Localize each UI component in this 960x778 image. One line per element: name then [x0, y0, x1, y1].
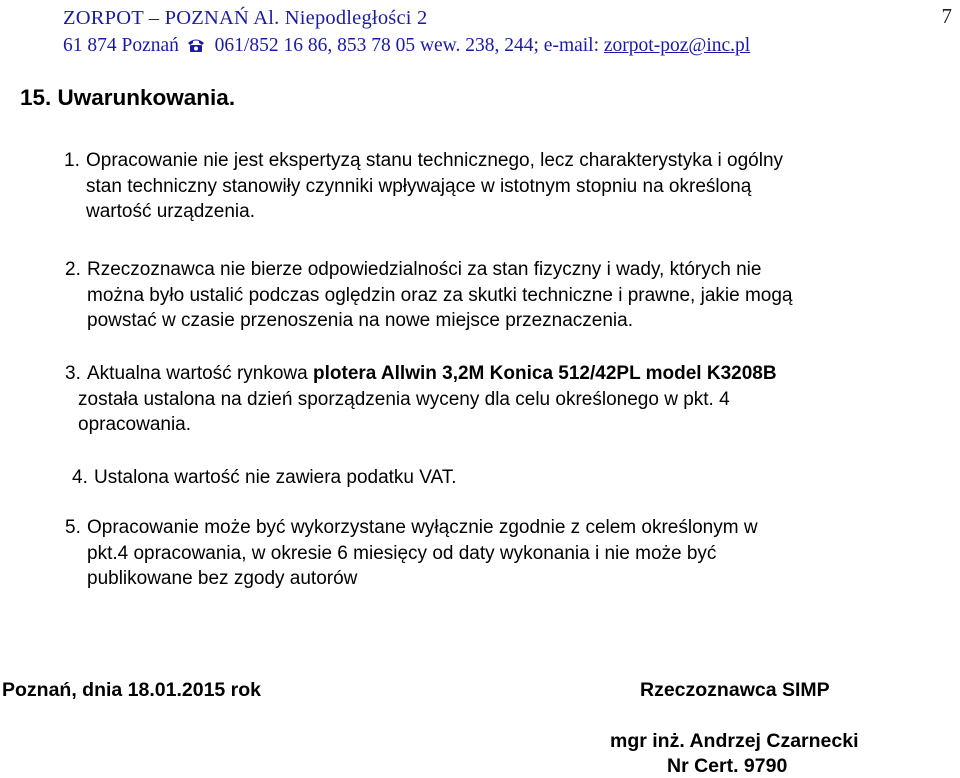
- condition-item-2: [65, 257, 793, 334]
- item-line: można było ustalić podczas oględzin oraz za skutki techniczne i prawne, jakie mogą: [87, 284, 793, 306]
- item-number: 1.: [64, 150, 80, 171]
- certificate-number: Nr Cert. 9790: [667, 755, 788, 777]
- item-number: 4.: [72, 467, 88, 488]
- company-line: ZORPOT – POZNAŃ Al. Niepodległości 2: [63, 7, 428, 29]
- item-line: stan techniczny stanowiły czynniki wpływające w istotnym stopniu na określoną: [86, 175, 752, 197]
- item-line: została ustalona na dzień sporządzenia wyceny dla celu określonego w pkt. 4: [78, 388, 730, 410]
- condition-item-4: [72, 465, 457, 491]
- letterhead: [63, 4, 750, 62]
- item-line: Opracowanie nie jest ekspertyzą stanu technicznego, lecz charakterystyka i ogólny: [86, 150, 784, 171]
- item-text: Aktualna wartość rynkowa: [87, 363, 313, 384]
- item-number: 5.: [65, 517, 81, 538]
- email-link[interactable]: zorpot-poz@inc.pl: [603, 35, 751, 56]
- item-line: Ustalona wartość nie zawiera podatku VAT.: [94, 467, 457, 488]
- item-line: publikowane bez zgody autorów: [87, 568, 358, 589]
- item-line: wartość urządzenia.: [86, 201, 255, 222]
- item-line: [87, 361, 777, 387]
- item-line: pkt.4 opracowania, w okresie 6 miesięcy od daty wykonania i nie może być: [87, 542, 717, 564]
- item-line: Opracowanie może być wykorzystane wyłącznie zgodnie z celem określonym w: [87, 517, 758, 538]
- item-number: 3.: [65, 363, 81, 384]
- item-number: 2.: [65, 259, 81, 280]
- telephone-icon: [186, 34, 206, 62]
- phone-numbers: 061/852 16 86, 853 78 05 wew. 238, 244; e-mail:: [214, 35, 600, 56]
- place-and-date: Poznań, dnia 18.01.2015 rok: [2, 679, 262, 701]
- appraiser-name: mgr inż. Andrzej Czarnecki: [610, 730, 859, 752]
- address: 61 874 Poznań: [63, 35, 179, 56]
- condition-item-3: [65, 361, 777, 438]
- appraiser-role: Rzeczoznawca SIMP: [640, 679, 830, 701]
- device-name: plotera Allwin 3,2M Konica 512/42PL model K3208B: [313, 363, 777, 384]
- item-line: opracowania.: [78, 414, 192, 435]
- item-line: Rzeczoznawca nie bierze odpowiedzialności za stan fizyczny i wady, których nie: [87, 259, 762, 280]
- contact-line: [63, 32, 750, 62]
- page-number: 7: [941, 4, 952, 28]
- condition-item-5: [65, 515, 758, 592]
- section-title: 15. Uwarunkowania.: [20, 85, 236, 110]
- item-line: powstać w czasie przenoszenia na nowe miejsce przeznaczenia.: [87, 310, 633, 331]
- condition-item-1: [64, 148, 784, 225]
